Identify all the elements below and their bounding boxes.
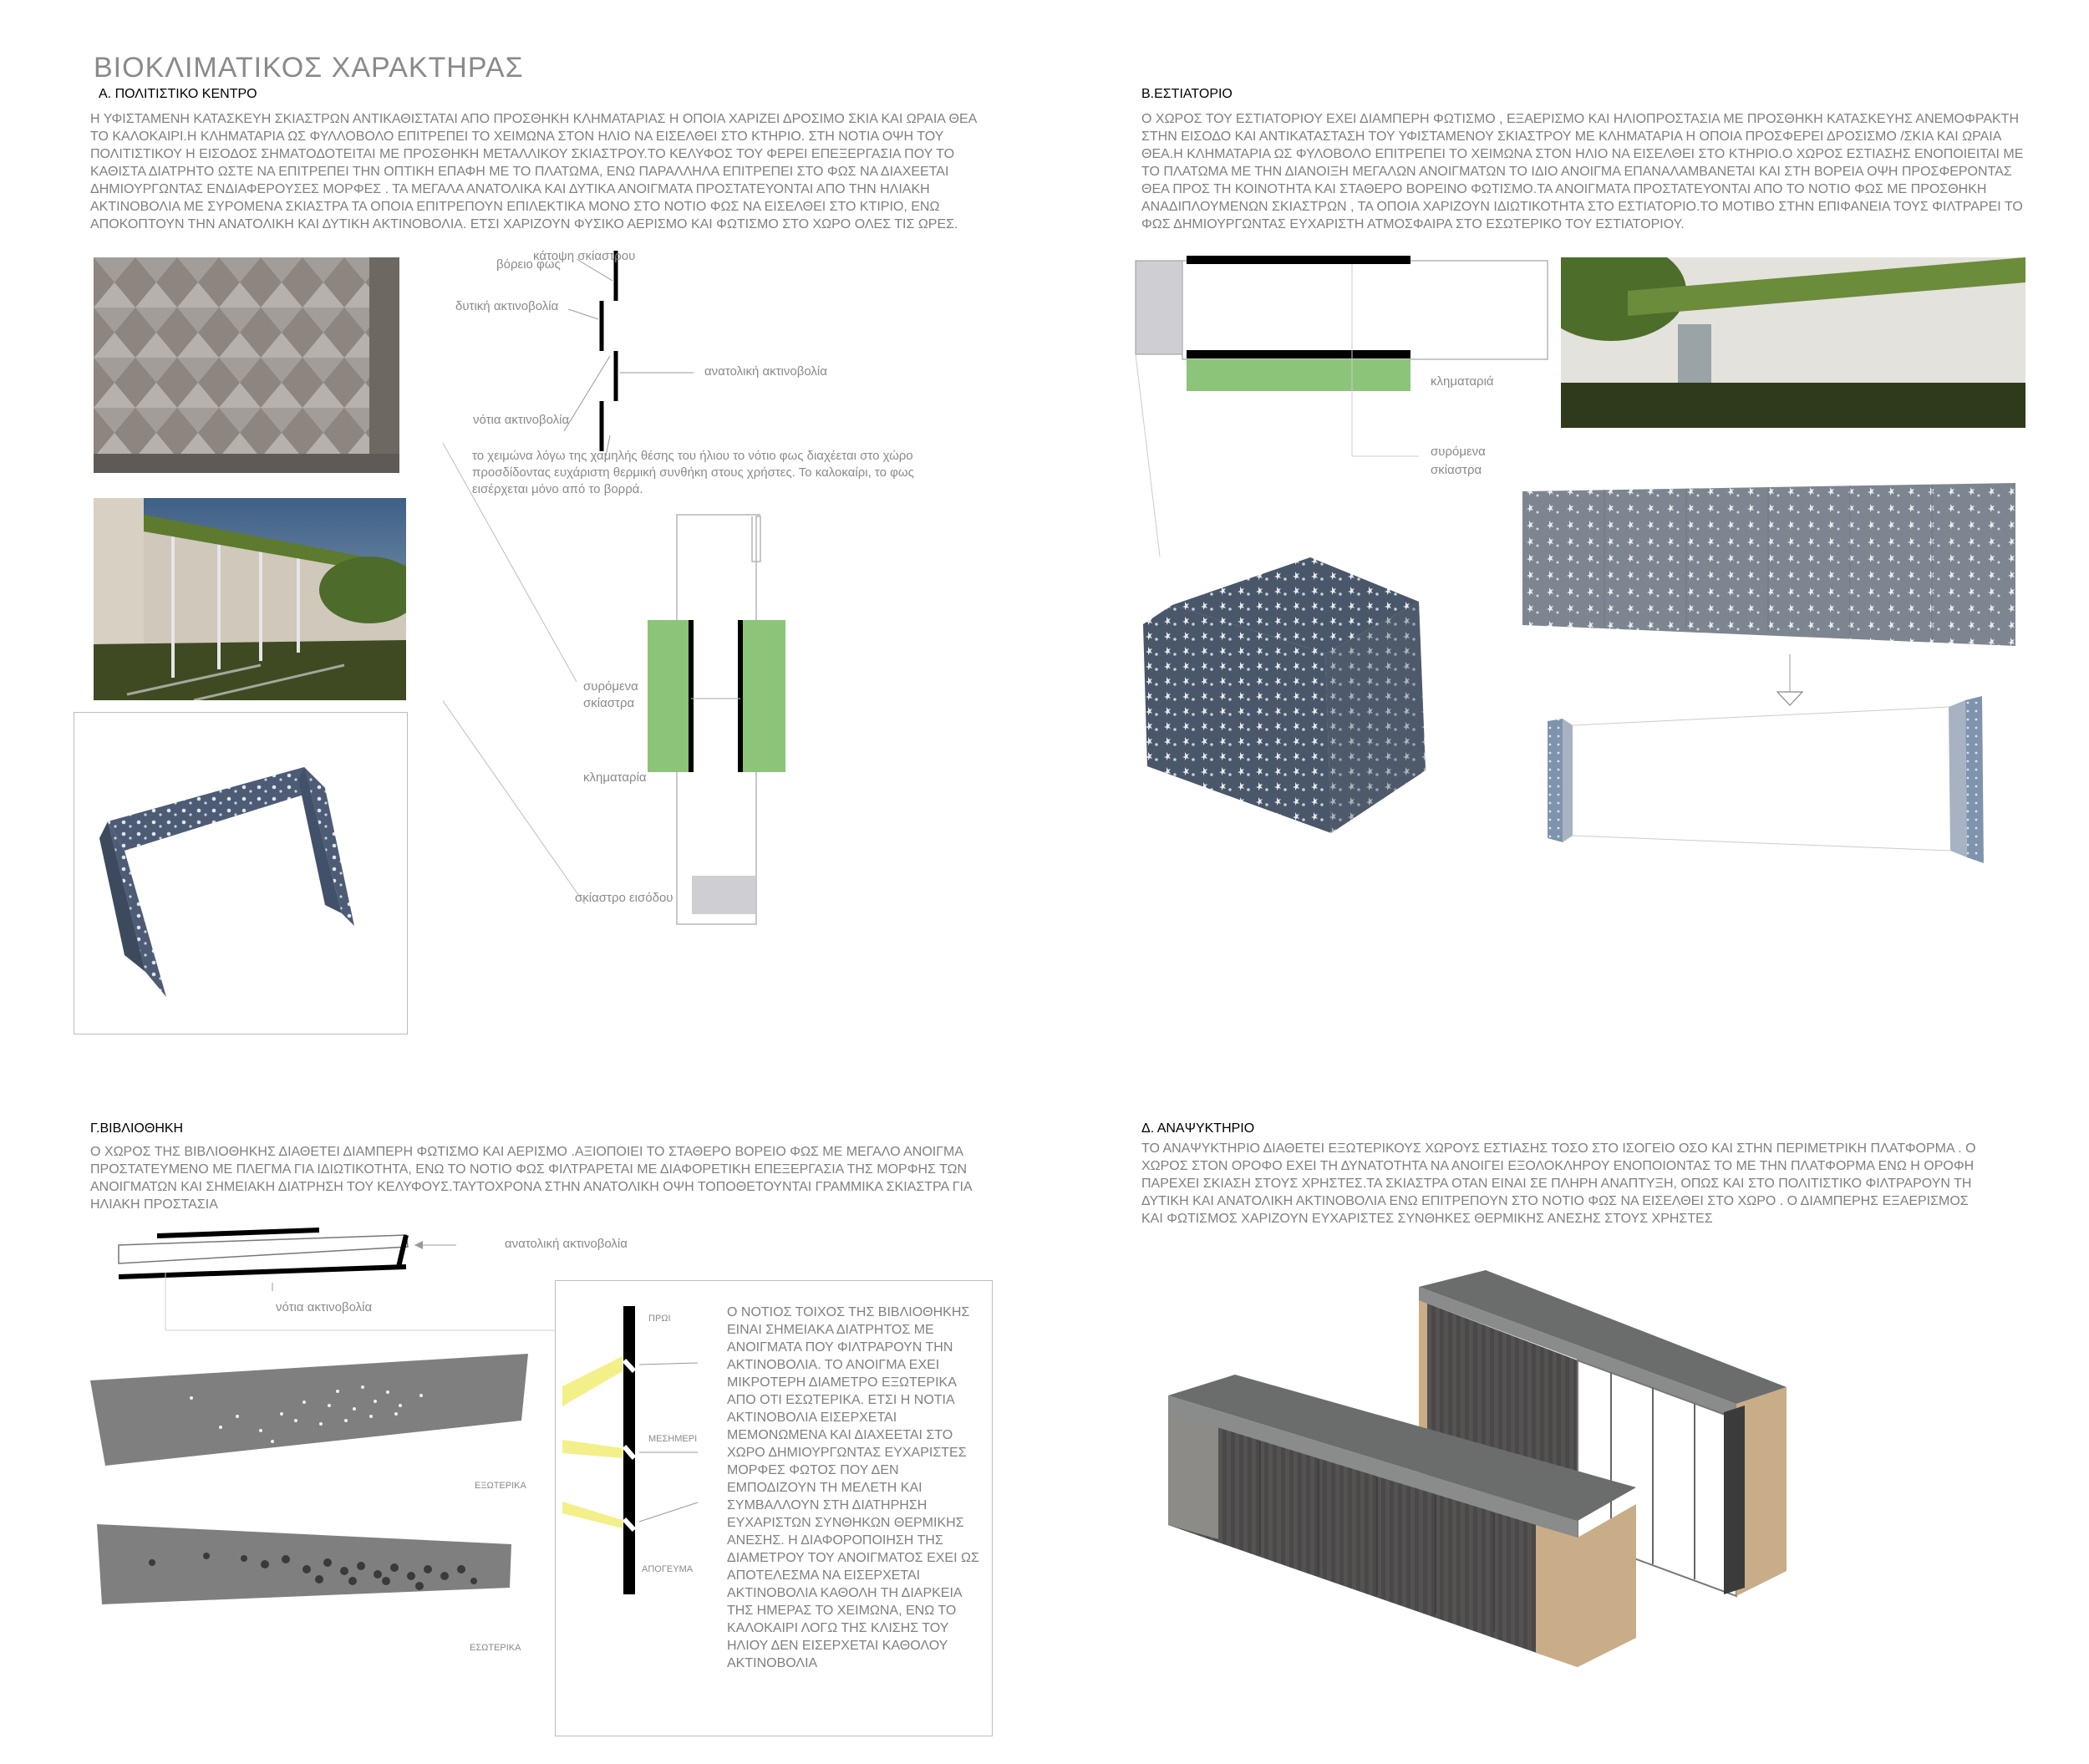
plan-title: κάτοψη σκίαστρου [533,249,636,263]
library-wall-exterior [87,1354,535,1471]
section-b-title: Β.ΕΣΤΙΑΤΟΡΙΟ [1141,87,1233,101]
section-a-body: Η ΥΦΙΣΤΑΜΕΝΗ ΚΑΤΑΣΚΕΥΗ ΣΚΙΑΣΤΡΩΝ ΑΝΤΙΚΑΘΙΣΤΑΤΑΙ ΑΠΟ ΠΡΟΣΘΗΚΗ ΚΛΗΜΑΤΑΡΙΑΣ Η ΟΠΟΙΑ ΧΑΡΙΖΕΙ ΔΡΟΣΙΜΟ ΣΚΙΑ ΚΑΙ ΩΡΑΙΑ ΘΕΑ ΤΟ ΚΑΛΟΚΑΙΡΙ.Η ΚΛΗΜΑΤΑΡΙΑ ΩΣ ΦΥΛΛΟΒΟΛΟ ΕΠΙΤΡΕΠΕΙ ΤΟ ΧΕΙΜΩΝΑ ΣΤΟΝ ΗΛΙΟ ΝΑ ΕΙΣΕΛΘΕΙ ΣΤΟ ΚΤΗΡΙΟ. ΣΤΗ ΝΟΤΙΑ ΟΨΗ ΤΟΥ ΠΟΛΙΤΙΣΤΙΚΟΥ Η ΕΙΣΟΔΟΣ ΣΗΜΑΤΟΔΟΤΕΙΤΑΙ ΜΕ ΠΡΟΣΘΗΚΗ ΜΕΤΑΛΛΙΚΟΥ ΣΚΙΑΣΤΡΟΥ.ΤΟ ΚΕΛΥΦΟΣ ΤΟΥ ΦΕΡΕΙ ΕΠΕΞΕΡΓΑΣΙΑ ΠΟΥ ΤΟ ΚΑΘΙΣΤΑ ΔΙΑΤΡΗΤΟ ΩΣΤΕ ΝΑ ΕΠΙΤΡΕΠΕΙ ΤΗΝ ΟΠΤΙΚΗ ΕΠΑΦΗ ΜΕ ΤΟ ΠΛΑΤΩΜΑ, ΕΝΩ ΠΑΡΑΛΛΗΛΑ ΕΠΙΤΡΕΠΕΙ ΣΤΟ ΦΩΣ ΝΑ ΔΙΑΧΕΕΤΑΙ ΔΗΜΙΟΥΡΓΩΝΤΑΣ ΕΝΔΙΑΦΕΡΟΥΣΕΣ ΜΟΡΦΕΣ . ΤΑ ΜΕΓΑΛΑ ΑΝΑΤΟΛΙΚΑ ΚΑΙ ΔΥΤΙΚΑ ΑΝΟΙΓΜΑΤΑ ΠΡΟΣΤΑΤΕΥΟΝΤΑΙ ΑΠΟ ΤΗΝ ΗΛΙΑΚΗ ΑΚΤΙΝΟΒΟΛΙΑ ΜΕ ΣΥΡΟΜΕΝΑ ΣΚΙΑΣΤΡΑ ΤΑ ΟΠΟΙΑ ΕΠΙΤΡΕΠΟΥΝ ΕΠΙΛΕΚΤΙΚΑ ΜΟΝΟ ΣΤΟ ΝΟΤΙΟ ΦΩΣ ΝΑ ΕΙΣΕΛΘΕΙ ΣΤΟ ΚΤΙΡΙΟ, ΕΝΩ ΑΠΟΚΟΠΤΟΥΝ ΤΗΝ ΑΝΑΤΟΛΙΚΗ ΚΑΙ ΔΥΤΙΚΗ ΑΚΤΙΝΟΒΟΛΙΑ. ΕΤΣΙ ΧΑΡΙΖΟΥΝ ΦΥΣΙΚΟ ΑΕΡΙΣΜΟ ΚΑΙ ΦΩΤΙΣΜΟ ΣΤΟ ΧΩΡΟ ΟΛΕΣ ΤΙΣ ΩΡΕΣ. [90,112,977,231]
label-vine-trellis: κληματαρία [583,770,647,785]
label-morning: ΠΡΩΙ [648,1314,671,1324]
kiosk-volumes-render [1168,1270,1920,1688]
label-south-radiation: νότια ακτινοβολία [473,413,570,427]
library-wall-interior [94,1521,518,1606]
entrance-canopy-box [74,712,408,1035]
page-title: ΒΙΟΚΛΙΜΑΤΙΚΟΣ ΧΑΡΑΚΤΗΡΑΣ [94,52,524,84]
pergola-render [94,498,406,700]
plan-caption: το χειμώνα λόγω της χαμηλής θέσης του ήλιου το νότιο φως διαχέεται στο χώρο προσδίδοντας ευχάριστη θερμική συνθήκη στους χρήστες. Το καλοκαίρι, το φως εισέρχεται μόνο από το βορρά. [472,449,914,496]
section-b-body: Ο ΧΩΡΟΣ ΤΟΥ ΕΣΤΙΑΤΟΡΙΟΥ ΕΧΕΙ ΔΙΑΜΠΕΡΗ ΦΩΤΙΣΜΟ , ΕΞΑΕΡΙΣΜΟ ΚΑΙ ΗΛΙΟΠΡΟΣΤΑΣΙΑ ΜΕ ΠΡΟΣΘΗΚΗ ΚΑΤΑΣΚΕΥΗΣ ΑΝΕΜΟΦΡΑΚΤΗ ΣΤΗΝ ΕΙΣΟΔΟ ΚΑΙ ΑΝΤΙΚΑΤΑΣΤΑΣΗ ΤΟΥ ΥΦΙΣΤΑΜΕΝΟΥ ΣΚΙΑΣΤΡΟΥ ΜΕ ΚΛΗΜΑΤΑΡΙΑ Η ΟΠΟΙΑ ΠΡΟΣΦΕΡΕΙ ΔΡΟΣΙΣΜΟ /ΣΚΙΑ ΚΑΙ ΩΡΑΙΑ ΘΕΑ.Η ΚΛΗΜΑΤΑΡΙΑ ΩΣ ΦΥΛΟΒΟΛΟ ΕΠΙΤΡΕΠΕΙ ΤΟ ΧΕΙΜΩΝΑ ΣΤΟΝ ΗΛΙΟ ΝΑ ΕΙΣΕΛΘΕΙ ΣΤΟ ΚΤΗΡΙΟ.Ο ΧΩΡΟΣ ΕΣΤΙΑΣΗΣ ΕΝΟΠΟΙΕΙΤΑΙ ΜΕ ΤΟ ΠΛΑΤΩΜΑ ΜΕ ΤΗΝ ΔΙΑΝΟΙΞΗ ΜΕΓΑΛΩΝ ΑΝΟΙΓΜΑΤΩΝ ΤΟ ΙΔΙΟ ΑΝΟΙΓΜΑ ΕΠΑΝΑΛΑΜΒΑΝΕΤΑΙ ΚΑΙ ΣΤΗ ΒΟΡΕΙΑ ΟΨΗ ΠΡΟΣΦΕΡΟΝΤΑΣ ΘΕΑ ΠΡΟΣ ΤΗ ΚΟΙΝΟΤΗΤΑ ΚΑΙ ΣΤΑΘΕΡΟ ΒΟΡΕΙΝΟ ΦΩΤΙΣΜΟ.ΤΑ ΑΝΟΙΓΜΑΤΑ ΠΡΟΣΤΑΤΕΥΟΝΤΑΙ ΑΠΟ ΤΟ ΝΟΤΙΟ ΦΩΣ ΜΕ ΠΡΟΣΘΗΚΗ ΑΝΑΔΙΠΛΟΥΜΕΝΩΝ ΣΚΙΑΣΤΡΩΝ , ΤΑ ΟΠΟΙΑ ΧΑΡΙΖΟΥΝ ΙΔΙΩΤΙΚΟΤΗΤΑ ΣΤΟ ΕΣΤΙΑΤΟΡΙΟ.ΤΟ ΜΟΤΙΒΟ ΣΤΗΝ ΕΠΙΦΑΝΕΙΑ ΤΟΥΣ ΦΙΛΤΡΑΡΕΙ ΤΟ ΦΩΣ ΔΗΜΙΟΥΡΓΩΝΤΑΣ ΕΥΧΑΡΙΣΤΗ ΑΤΜΟΣΦΑΙΡΑ ΣΤΟ ΕΣΩΤΕΡΙΚΟ ΤΟΥ ΕΣΤΙΑΤΟΡΙΟΥ. [1141,112,2024,231]
shading-plan-diagram [443,247,961,933]
section-c-title: Γ.ΒΙΒΛΙΟΘΗΚΗ [90,1121,184,1136]
section-d-body: ΤΟ ΑΝΑΨΥΚΤΗΡΙΟ ΔΙΑΘΕΤΕΙ ΕΞΩΤΕΡΙΚΟΥΣ ΧΩΡΟΥΣ ΕΣΤΙΑΣΗΣ ΤΟΣΟ ΣΤΟ ΙΣΟΓΕΙΟ ΟΣΟ ΚΑΙ ΣΤΗΝ ΠΕΡΙΜΕΤΡΙΚΗ ΠΛΑΤΦΟΡΜΑ . Ο ΧΩΡΟΣ ΣΤΟΝ ΟΡΟΦΟ ΕΧΕΙ ΤΗ ΔΥΝΑΤΟΤΗΤΑ ΝΑ ΑΝΟΙΓΕΙ ΕΞΟΛΟΚΛΗΡΟΥ ΕΝΟΠΟΙΟΝΤΑΣ ΤΟ ΜΕ ΤΗΝ ΠΛΑΤΦΟΡΜΑ ΕΝΩ Η ΟΡΟΦΗ ΠΑΡΕΧΕΙ ΣΚΙΑΣΗ ΣΤΟΥΣ ΧΡΗΣΤΕΣ.ΤΑ ΣΚΙΑΣΤΡΑ ΟΤΑΝ ΕΙΝΑΙ ΣΕ ΠΛΗΡΗ ΑΝΑΠΤΥΞΗ, ΟΠΩΣ ΚΑΙ ΣΤΟ ΠΟΛΙΤΙΣΤΙΚΟ ΦΙΛΤΡΑΡΟΥΝ ΤΗ ΔΥΤΙΚΗ ΚΑΙ ΑΝΑΤΟΛΙΚΗ ΑΚΤΙΝΟΒΟΛΙΑ ΕΝΩ ΕΠΙΤΡΕΠΟΥΝ ΣΤΟ ΝΟΤΙΟ ΦΩΣ ΝΑ ΕΙΣΕΛΘΕΙ ΣΤΟ ΧΩΡΟ . Ο ΔΙΑΜΠΕΡΗΣ ΕΞΑΕΡΙΣΜΟΣ ΚΑΙ ΦΩΤΙΣΜΟΣ ΧΑΡΙΖΟΥΝ ΕΥΧΑΡΙΣΤΕΣ ΣΥΝΘΗΚΕΣ ΘΕΡΜΙΚΗΣ ΑΝΕΣΗΣ ΣΤΟΥΣ ΧΡΗΣΤΕΣ [1141,1141,1976,1226]
label-sliding-shades: συρόμενα σκίαστρα [583,679,638,710]
library-note: Ο ΝΟΤΙΟΣ ΤΟΙΧΟΣ ΤΗΣ ΒΙΒΛΙΟΘΗΚΗΣ ΕΙΝΑΙ ΣΗΜΕΙΑΚΑ ΔΙΑΤΡΗΤΟΣ ΜΕ ΑΝΟΙΓΜΑΤΑ ΠΟΥ ΦΙΛΤΡΑΡΟΥΝ ΤΗΝ ΑΚΤΙΝΟΒΟΛΙΑ. ΤΟ ΑΝΟΙΓΜΑ ΕΧΕΙ ΜΙΚΡΟΤΕΡΗ ΔΙΑΜΕΤΡΟ ΕΞΩΤΕΡΙΚΑ ΑΠΟ ΟΤΙ ΕΣΩΤΕΡΙΚΑ. ΕΤΣΙ Η ΝΟΤΙΑ ΑΚΤΙΝΟΒΟΛΙΑ ΕΙΣΕΡΧΕΤΑΙ ΜΕΜΟΝΩΜΕΝΑ ΚΑΙ ΔΙΑΧΕΕΤΑΙ ΣΤΟ ΧΩΡΟ ΔΗΜΙΟΥΡΓΩΝΤΑΣ ΕΥΧΑΡΙΣΤΕΣ ΜΟΡΦΕΣ ΦΩΤΟΣ ΠΟΥ ΔΕΝ ΕΜΠΟΔΙΖΟΥΝ ΤΗ ΜΕΛΕΤΗ ΚΑΙ ΣΥΜΒΑΛΛΟΥΝ ΣΤΗ ΔΙΑΤΗΡΗΣΗ ΕΥΧΑΡΙΣΤΩΝ ΣΥΝΘΗΚΩΝ ΘΕΡΜΙΚΗΣ ΑΝΕΣΗΣ. Η ΔΙΑΦΟΡΟΠΟΙΗΣΗ ΤΗΣ ΔΙΑΜΕΤΡΟΥ ΤΟΥ ΑΝΟΙΓΜΑΤΟΣ ΕΧΕΙ ΩΣ ΑΠΟΤΕΛΕΣΜΑ ΝΑ ΕΙΣΕΡΧΕΤΑΙ ΑΚΤΙΝΟΒΟΛΙΑ ΚΑΘΟΛΗ ΤΗ ΔΙΑΡΚΕΙΑ ΤΗΣ ΗΜΕΡΑΣ ΤΟ ΧΕΙΜΩΝΑ, ΕΝΩ ΤΟ ΚΑΛΟΚΑΙΡΙ ΛΟΓΩ ΤΗΣ ΚΛΙΣΗΣ ΤΟΥ ΗΛΙΟΥ ΔΕΝ ΕΙΣΕΡΧΕΤΑΙ ΚΑΘΟΛΟΥ ΑΚΤΙΝΟΒΟΛΙΑ [727,1305,979,1670]
label-exterior: ΕΞΩΤΕΡΙΚΑ [475,1481,526,1491]
label-restaurant-vine: κληματαριά [1431,374,1494,389]
label-restaurant-sliding: συρόμενα σκίαστρα [1431,445,1486,477]
restaurant-perforated-volume [1143,553,1469,837]
label-west-radiation: δυτική ακτινοβολία [455,299,559,313]
section-d-title: Δ. ΑΝΑΨΥΚΤΗΡΙΟ [1141,1121,1255,1136]
label-interior: ΕΣΩΤΕΡΙΚΑ [470,1643,521,1653]
folding-shade-panels [1522,483,2031,876]
facade-render [94,257,399,473]
label-library-south: νότια ακτινοβολία [276,1300,373,1314]
label-east-radiation: ανατολική ακτινοβολία [704,364,827,379]
label-library-east: ανατολική ακτινοβολία [505,1237,628,1251]
restaurant-vine-render [1561,257,2025,428]
section-a-title: Α. ΠΟΛΙΤΙΣΤΙΚΟ ΚΕΝΤΡΟ [99,87,257,101]
label-afternoon: ΑΠΟΓΕΥΜΑ [642,1564,694,1574]
label-entrance-shade: σκίαστρο εισόδου [575,891,673,905]
label-noon: ΜΕΣΗΜΕΡΙ [648,1434,698,1444]
section-c-body: Ο ΧΩΡΟΣ ΤΗΣ ΒΙΒΛΙΟΘΗΚΗΣ ΔΙΑΘΕΤΕΙ ΔΙΑΜΠΕΡΗ ΦΩΤΙΣΜΟ ΚΑΙ ΑΕΡΙΣΜΟ .ΑΞΙΟΠΟΙΕΙ ΤΟ ΣΤΑΘΕΡΟ ΒΟΡΕΙΟ ΦΩΣ ΜΕ ΜΕΓΑΛΟ ΑΝΟΙΓΜΑ ΠΡΟΣΤΑΤΕΥΜΕΝΟ ΜΕ ΠΛΕΓΜΑ ΓΙΑ ΙΔΙΩΤΙΚΟΤΗΤΑ, ΕΝΩ ΤΟ ΝΟΤΙΟ ΦΩΣ ΦΙΛΤΡΑΡΕΤΑΙ ΜΕ ΔΙΑΦΟΡΕΤΙΚΗ ΕΠΕΞΕΡΓΑΣΙΑ ΤΗΣ ΜΟΡΦΗΣ ΤΩΝ ΑΝΟΙΓΜΑΤΩΝ ΚΑΙ ΣΗΜΕΙΑΚΗ ΔΙΑΤΡΗΣΗ ΤΟΥ ΚΕΛΥΦΟΥΣ.ΤΑΥΤΟΧΡΟΝΑ ΣΤΗΝ ΑΝΑΤΟΛΙΚΗ ΟΨΗ ΤΟΠΟΘΕΤΟΥΝΤΑΙ ΓΡΑΜΜΙΚΑ ΣΚΙΑΣΤΡΑ ΓΙΑ ΗΛΙΑΚΗ ΠΡΟΣΤΑΣΙΑ [90,1145,972,1212]
label-north-light: βόρειο φως [496,257,561,272]
